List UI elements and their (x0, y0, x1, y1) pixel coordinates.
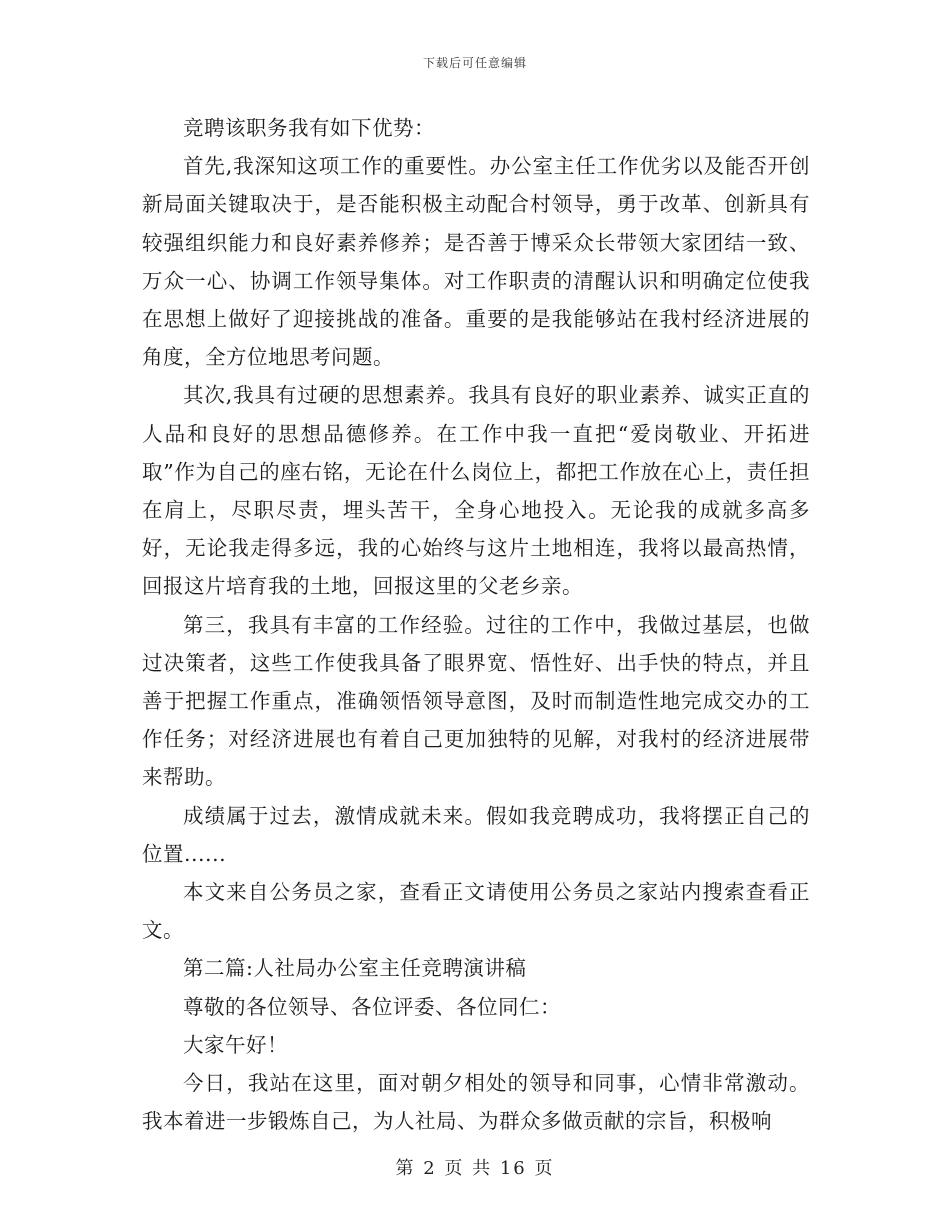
paragraph-source-note: 本文来自公务员之家，查看正文请使用公务员之家站内搜索查看正文。 (142, 880, 810, 943)
paragraph-second-advantage: 其次,我具有过硬的思想素养。我具有良好的职业素养、诚实正直的人品和良好的思想品德修养。在工作中我一直把“爱岗敬业、开拓进取”作为自己的座右铭，无论在什么岗位上，都把工作放在心上，责任担在肩上，尽职尽责，埋头苦干，全身心地投入。无论我的成就多高多好，无论我走得多远，我的心始终与这片土地相连，我将以最高热情，回报这片培育我的土地，回报这里的父老乡亲。 (142, 383, 810, 599)
page-header: 下载后可任意编辑 (422, 56, 527, 70)
paragraph-closing: 成绩属于过去，激情成就未来。假如我竞聘成功，我将摆正自己的位置...... (142, 803, 810, 866)
salutation: 尊敬的各位领导、各位评委、各位同仁： (183, 994, 561, 1019)
section-title: 第二篇:人社局办公室主任竞聘演讲稿 (183, 956, 527, 981)
paragraph-third-advantage: 第三，我具有丰富的工作经验。过往的工作中，我做过基层，也做过决策者，这些工作使我具备了眼界宽、悟性好、出手快的特点，并且善于把握工作重点，准确领悟领导意图，及时而制造性地完成交办的工作任务；对经济进展也有着自己更加独特的见解，对我村的经济进展带来帮助。 (142, 612, 810, 790)
paragraph-first-advantage: 首先,我深知这项工作的重要性。办公室主任工作优劣以及能否开创新局面关键取决于，是否能积极主动配合村领导，勇于改革、创新具有较强组织能力和良好素养修养；是否善于博采众长带领大家团结一致、万众一心、协调工作领导集体。对工作职责的清醒认识和明确定位使我在思想上做好了迎接挑战的准备。重要的是我能够站在我村经济进展的角度，全方位地思考问题。 (142, 154, 810, 370)
greeting: 大家午好！ (183, 1032, 288, 1057)
paragraph-intro: 竞聘该职务我有如下优势： (183, 116, 435, 140)
paragraph-opening: 今日，我站在这里，面对朝夕相处的领导和同事，心情非常激动。我本着进一步锻炼自己，为人社局、为群众多做贡献的宗旨，积极响 (142, 1071, 810, 1134)
page-number: 第 2 页 共 16 页 (395, 1158, 555, 1179)
document-body (142, 109, 810, 1140)
